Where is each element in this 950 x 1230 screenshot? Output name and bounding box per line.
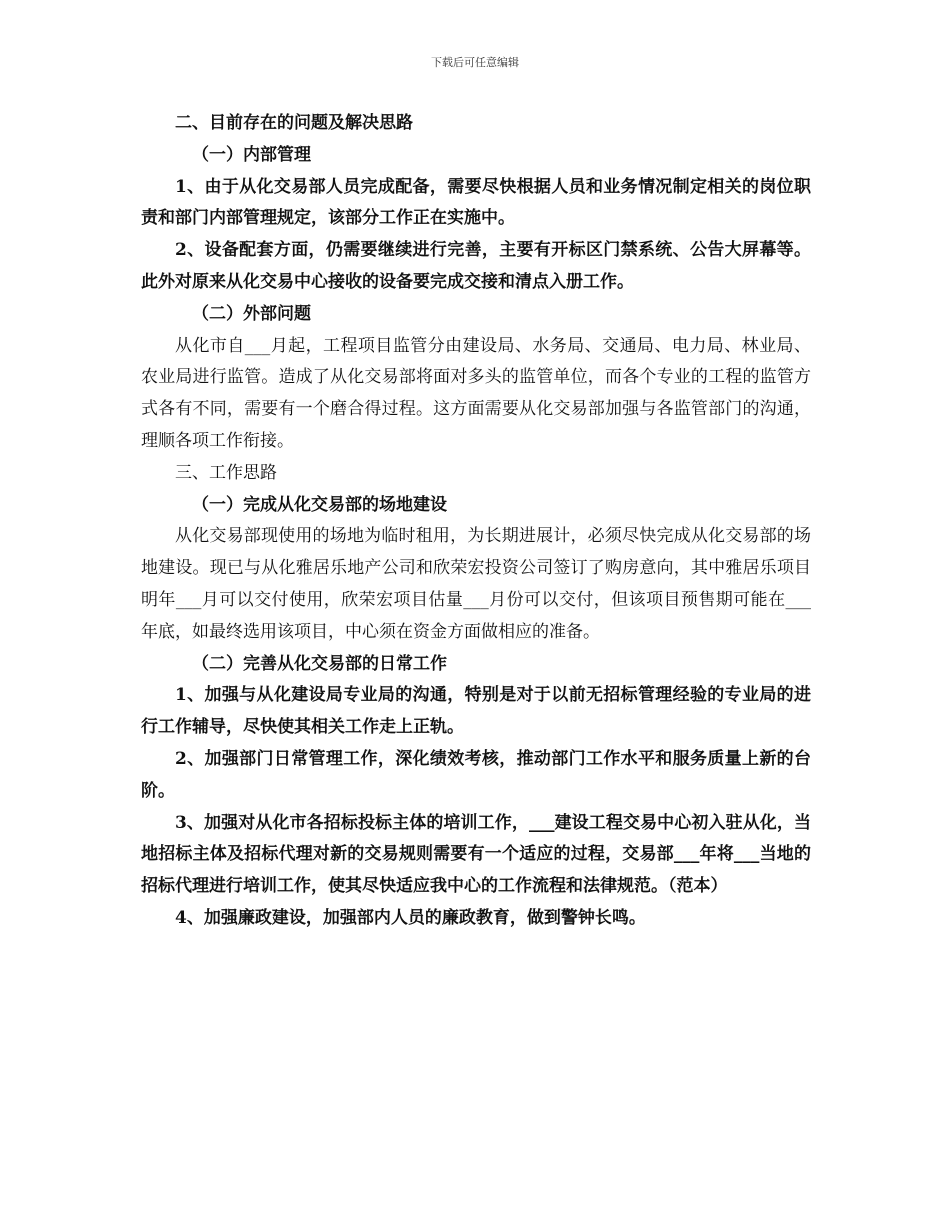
page-header: 下载后可任意编辑 — [431, 56, 519, 69]
paragraph-supervision: 从化市自___月起，工程项目监管分由建设局、水务局、交通局、电力局、林业局、农业局进行监管。造成了从化交易部将面对多头的监管单位，而各个专业的工程的监管方式各有不同，需要有一个磨合得过程。这方面需要从化交易部加强与各监管部门的沟通，理顺各项工作衔接。 — [141, 335, 811, 451]
subheading-daily-work: （二）完善从化交易部的日常工作 — [192, 653, 447, 674]
paragraph-staffing: 1、由于从化交易部人员完成配备，需要尽快根据人员和业务情况制定相关的岗位职责和部门内部管理规定，该部分工作正在实施中。 — [141, 176, 811, 229]
section-heading-work-ideas: 三、工作思路 — [175, 462, 277, 483]
paragraph-integrity: 4、加强廉政建设，加强部内人员的廉政教育，做到警钟长鸣。 — [175, 907, 646, 928]
document-body — [141, 108, 811, 935]
subheading-site-construction: （一）完成从化交易部的场地建设 — [192, 494, 447, 515]
paragraph-site: 从化交易部现使用的场地为临时租用，为长期进展计，必须尽快完成从化交易部的场地建设。现已与从化雅居乐地产公司和欣荣宏投资公司签订了购房意向，其中雅居乐项目明年___月可以交付使用，欣荣宏项目估量___月份可以交付，但该项目预售期可能在___年底，如最终选用该项目，中心须在资金方面做相应的准备。 — [141, 526, 811, 642]
paragraph-management: 2、加强部门日常管理工作，深化绩效考核，推动部门工作水平和服务质量上新的台阶。 — [141, 748, 811, 801]
paragraph-communication: 1、加强与从化建设局专业局的沟通，特别是对于以前无招标管理经验的专业局的进行工作辅导，尽快使其相关工作走上正轨。 — [141, 685, 811, 738]
paragraph-training: 3、加强对从化市各招标投标主体的培训工作，___建设工程交易中心初入驻从化，当地招标主体及招标代理对新的交易规则需要有一个适应的过程，交易部___年将___当地的招标代理进行培训工作，使其尽快适应我中心的工作流程和法律规范。（范本） — [141, 812, 811, 897]
section-heading-problems: 二、目前存在的问题及解决思路 — [175, 113, 413, 133]
subheading-external-issues: （二）外部问题 — [192, 303, 311, 324]
subheading-internal-management: （一）内部管理 — [192, 144, 311, 165]
paragraph-equipment: 2、设备配套方面，仍需要继续进行完善，主要有开标区门禁系统、公告大屏幕等。此外对原来从化交易中心接收的设备要完成交接和清点入册工作。 — [141, 240, 811, 292]
